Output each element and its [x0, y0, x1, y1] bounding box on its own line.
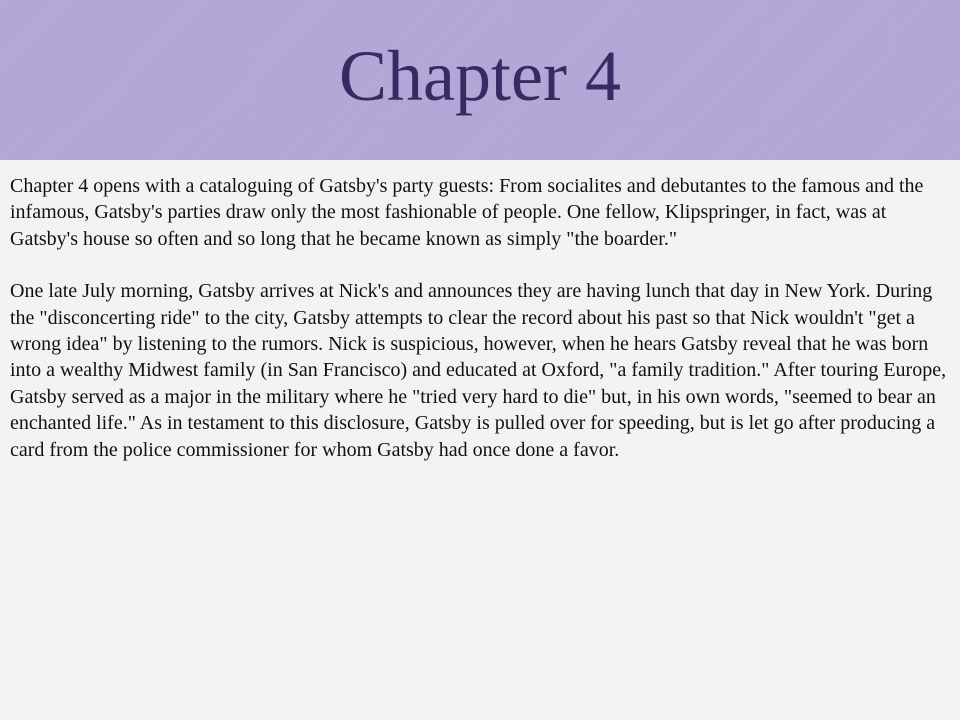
body-paragraph-2: One late July morning, Gatsby arrives at Nick's and announces they are having lunch that day in New York. During the "disconcerting ride" to the city, Gatsby attempts to clear the record about his past so that Nick wouldn't "get a wrong idea" by listening to the rumors. Nick is suspicious, however, when he hears Gatsby reveal that he was born into a wealthy Midwest family (in San Francisco) and educated at Oxford, "a family tradition." After touring Europe, Gatsby served as a major in the military where he "tried very hard to die" but, in his own words, "seemed to bear an enchanted life." As in testament to this disclosure, Gatsby is pulled over for speeding, but is let go after producing a card from the police commissioner for whom Gatsby had once done a favor.	[10, 280, 947, 461]
slide-body	[10, 173, 950, 463]
slide-title: Chapter 4	[339, 36, 621, 116]
body-paragraph-1: Chapter 4 opens with a cataloguing of Gatsby's party guests: From socialites and debutantes to the famous and the infamous, Gatsby's parties draw only the most fashionable of people. One fellow, Klipspringer, in fact, was at Gatsby's house so often and so long that he became known as simply "the boarder."	[10, 175, 924, 250]
title-band	[0, 0, 960, 160]
